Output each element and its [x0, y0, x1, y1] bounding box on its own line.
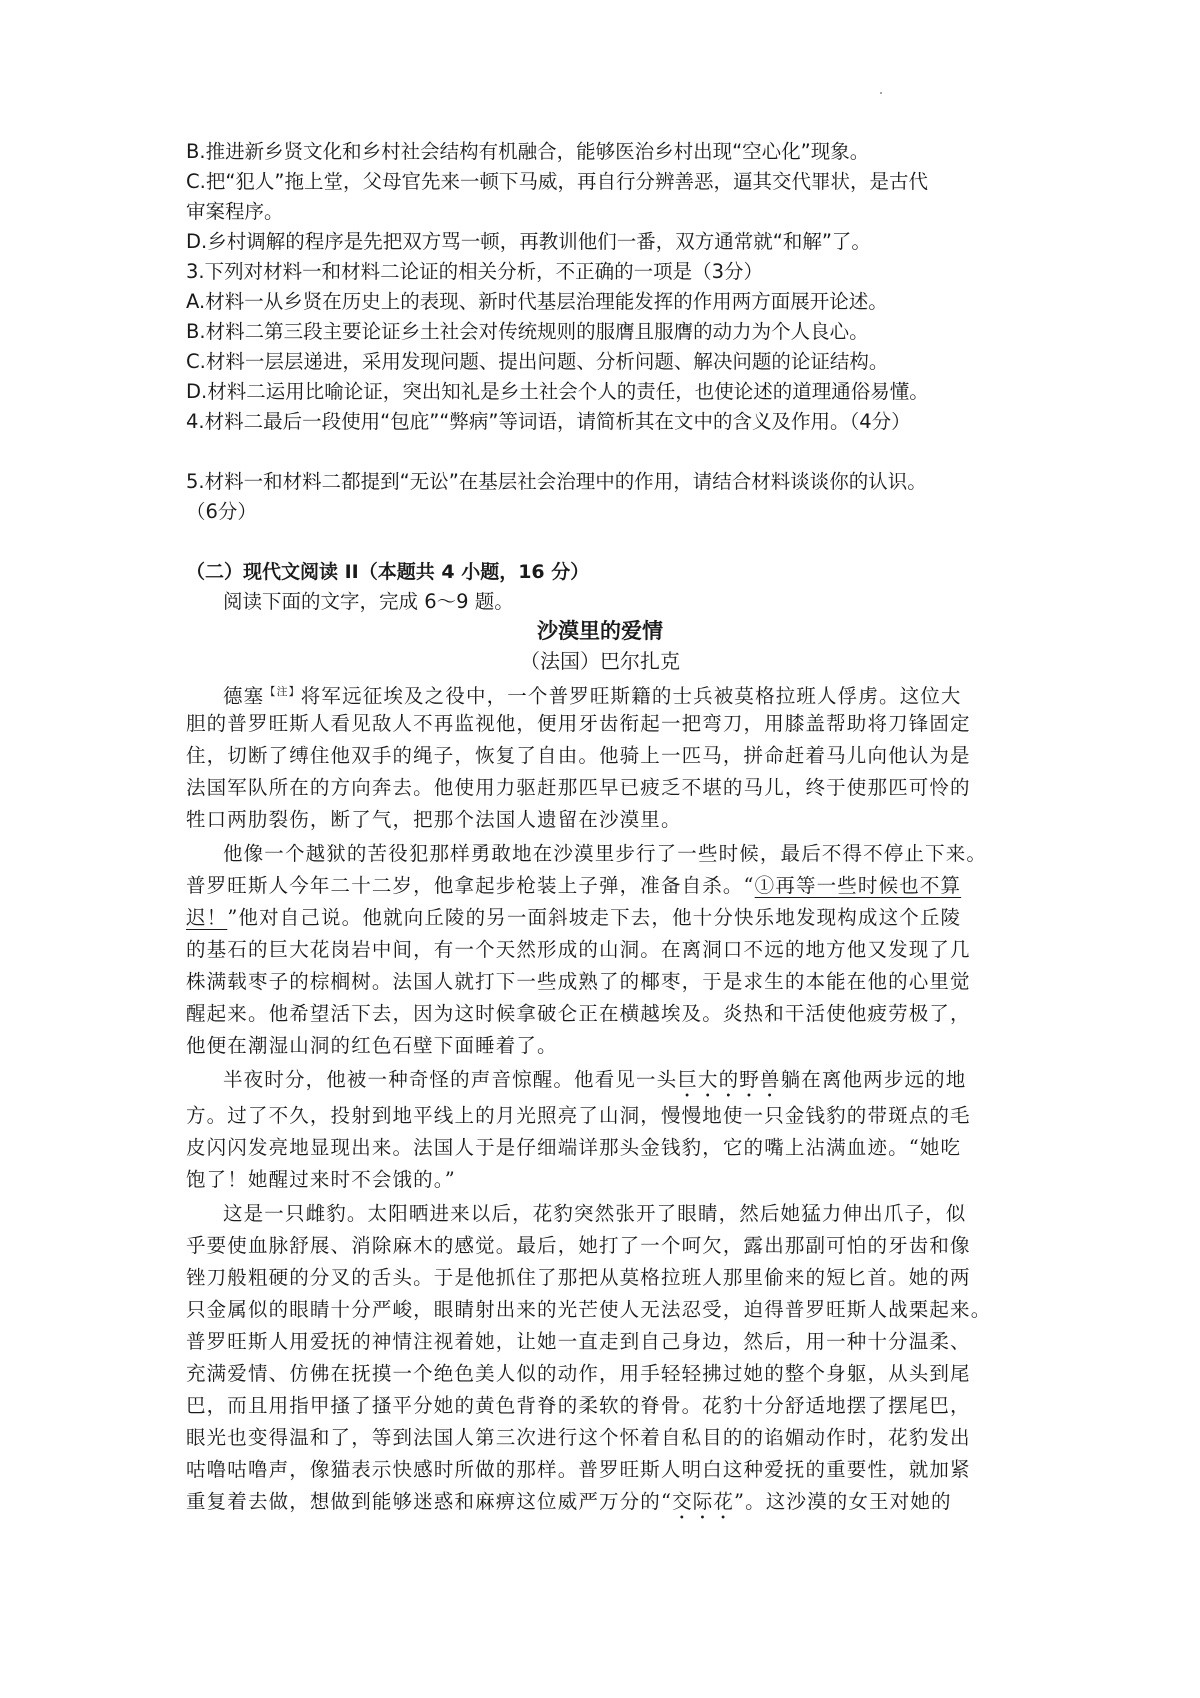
- p4-line4: 只金属似的眼睛十分严峻，眼睛射出来的光芒使人无法忍受，迫得普罗旺斯人战栗起来。: [186, 1298, 992, 1321]
- p4-line3: 锉刀般粗硬的分叉的舌头。于是他抓住了那把从莫格拉班人那里偷来的短匕首。她的两: [186, 1266, 971, 1289]
- question-5-line2: （6分）: [186, 500, 257, 523]
- option-2b: B.推进新乡贤文化和乡村社会结构有机融合，能够医治乡村出现“空心化”现象。: [186, 140, 870, 163]
- scan-speck: [880, 92, 882, 94]
- option-2c-line1: C.把“犯人”拖上堂，父母官先来一顿下马威，再自行分辨善恶，逼其交代罪状，是古代: [186, 170, 929, 193]
- p4-line7: 巴，而且用指甲搔了搔平分她的黄色背脊的柔软的脊骨。花豹十分舒适地摆了摆尾巴，: [186, 1394, 971, 1417]
- p3-line3: 皮闪闪发亮地显现出来。法国人于是仔细端详那头金钱豹，它的嘴上沾满血迹。“她吃: [186, 1136, 962, 1159]
- footnote-marker: 【注】: [264, 685, 301, 698]
- p4-line8: 眼光也变得温和了，等到法国人第三次进行这个怀着自私目的的谄媚动作时，花豹发出: [186, 1426, 971, 1449]
- p2-line4: 的基石的巨大花岗岩中间，有一个天然形成的山洞。在离洞口不远的地方他又发现了几: [186, 938, 971, 961]
- p2-line2: [186, 872, 961, 900]
- p4-line5: 普罗旺斯人用爱抚的神情注视着她，让她一直走到自己身边，然后，用一种十分温柔、: [186, 1330, 971, 1353]
- p1-text-b: 将军远征埃及之役中，一个普罗旺斯籍的士兵被莫格拉班人俘虏。这位大: [300, 684, 962, 708]
- question-4: 4.材料二最后一段使用“包庇”“弊病”等词语，请简析其在文中的含义及作用。（4分）: [186, 410, 911, 433]
- p1-line4: 法国军队所在的方向奔去。他使用力驱赶那匹早已疲乏不堪的马儿，终于使那匹可怜的: [186, 776, 971, 799]
- section-instruction: 阅读下面的文字，完成 6～9 题。: [223, 590, 514, 613]
- p4-text-b: ”。这沙漠的女王对她的: [734, 1490, 952, 1513]
- p3-text-a: 半夜时分，他被一种奇怪的声音惊醒。他看见一头: [223, 1068, 678, 1091]
- p4-line1: 这是一只雌豹。太阳晒进来以后，花豹突然张开了眼睛，然后她猛力伸出爪子，似: [223, 1202, 967, 1225]
- story-title: 沙漠里的爱情: [537, 619, 663, 643]
- p2-line7: 他便在潮湿山洞的红色石壁下面睡着了。: [186, 1034, 558, 1057]
- p2-text-a: 普罗旺斯人今年二十二岁，他拿起步枪装上子弹，准备自杀。“: [186, 874, 755, 897]
- option-2c-line2: 审案程序。: [186, 200, 284, 223]
- underlined-sentence-1-end: 迟！: [186, 906, 228, 929]
- option-3d: D.材料二运用比喻论证，突出知礼是乡土社会个人的责任，也使论述的道理通俗易懂。: [186, 380, 929, 403]
- dotted-phrase-socialite: 交际花: [672, 1490, 735, 1513]
- p1-text-a: 德塞: [223, 684, 265, 708]
- p4-line10: [186, 1488, 952, 1524]
- p2-line3: [186, 904, 961, 932]
- p2-line5: 株满载枣子的棕榈树。法国人就打下一些成熟了的椰枣，于是求生的本能在他的心里觉: [186, 970, 971, 993]
- option-3b: B.材料二第三段主要论证乡土社会对传统规则的服膺且服膺的动力为个人良心。: [186, 320, 869, 343]
- p2-text-b: ”他对自己说。他就向丘陵的另一面斜坡走下去，他十分快乐地发现构成这个丘陵: [227, 906, 962, 929]
- p1-line3: 住，切断了缚住他双手的绳子，恢复了自由。他骑上一匹马，拼命赶着马儿向他认为是: [186, 744, 971, 767]
- p1-line2: 胆的普罗旺斯人看见敌人不再监视他，便用牙齿衔起一把弯刀，用膝盖帮助将刀锋固定: [186, 712, 971, 735]
- p4-text-a: 重复着去做，想做到能够迷惑和麻痹这位威严万分的“: [186, 1490, 673, 1513]
- option-3c: C.材料一层层递进，采用发现问题、提出问题、分析问题、解决问题的论证结构。: [186, 350, 889, 373]
- option-3a: A.材料一从乡贤在历史上的表现、新时代基层治理能发挥的作用两方面展开论述。: [186, 290, 888, 313]
- p2-line6: 醒起来。他希望活下去，因为这时候拿破仑正在横越埃及。炎热和干活使他疲劳极了，: [186, 1002, 971, 1025]
- section-heading: （二）现代文阅读 II（本题共 4 小题，16 分）: [186, 561, 590, 583]
- question-3: 3.下列对材料一和材料二论证的相关分析，不正确的一项是（3分）: [186, 260, 764, 283]
- question-5-line1: 5.材料一和材料二都提到“无讼”在基层社会治理中的作用，请结合材料谈谈你的认识。: [186, 470, 927, 493]
- p3-line1: [223, 1066, 966, 1102]
- underlined-sentence-1: ①再等一些时候也不算: [754, 874, 962, 897]
- p4-line6: 充满爱情、仿佛在抚摸一个绝色美人似的动作，用手轻轻拂过她的整个身躯，从头到尾: [186, 1362, 971, 1385]
- option-2d: D.乡村调解的程序是先把双方骂一顿，再教训他们一番，双方通常就“和解”了。: [186, 230, 871, 253]
- p3-line4: 饱了！她醒过来时不会饿的。”: [186, 1168, 456, 1191]
- p4-line9: 咕噜咕噜声，像猫表示快感时所做的那样。普罗旺斯人明白这种爱抚的重要性，就加紧: [186, 1458, 971, 1481]
- story-author: （法国）巴尔扎克: [520, 649, 680, 673]
- p1-line5: 牲口两肋裂伤，断了气，把那个法国人遗留在沙漠里。: [186, 808, 682, 831]
- p3-line2: 方。过了不久，投射到地平线上的月光照亮了山洞，慢慢地使一只金钱豹的带斑点的毛: [186, 1104, 971, 1127]
- p2-line1: 他像一个越狱的苦役犯那样勇敢地在沙漠里步行了一些时候，最后不得不停止下来。: [223, 842, 988, 865]
- p3-text-b: 躺在离他两步远的地: [780, 1068, 967, 1091]
- p4-line2: 乎要使血脉舒展、消除麻木的感觉。最后，她打了一个呵欠，露出那副可怕的牙齿和像: [186, 1234, 971, 1257]
- dotted-phrase-giant-beast: 巨大的野兽: [677, 1068, 781, 1091]
- p1-line1: [223, 678, 962, 711]
